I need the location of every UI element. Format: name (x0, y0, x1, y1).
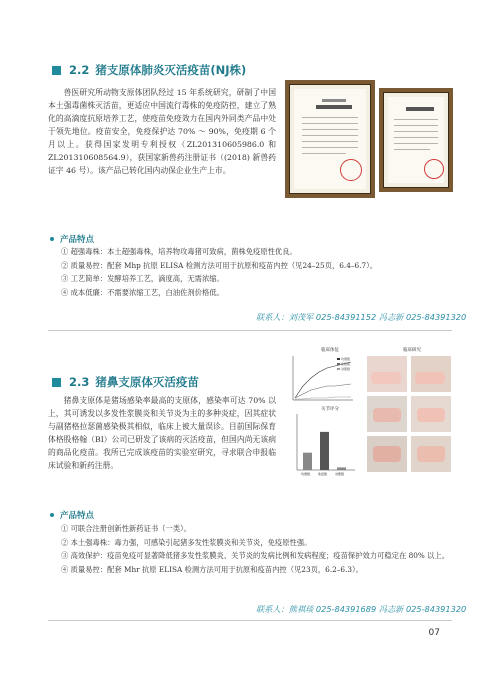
feature-item: ① 超强毒株：本土超强毒株，培养物攻毒猪可致病，菌株免疫原性优良。 (61, 247, 297, 256)
feature-item: ④ 质量易控：配套 Mhr 抗原 ELISA 检测方法可用于抗原和疫苗内控（见23页，6.2–6.3）。 (61, 564, 363, 574)
section-number: 2.3 (69, 375, 90, 389)
certificate-image-2 (379, 88, 453, 192)
chart2-title: 关节评分 (321, 407, 339, 412)
features-heading-2-3: 产品特点 (50, 509, 94, 521)
section-title-text: 猪支原体肺炎灭活疫苗(NJ株) (95, 63, 247, 77)
bar (303, 453, 312, 470)
contact-line-2-2: 联系人：刘茂军 025-84391152 冯志新 025-84391320 (256, 312, 467, 322)
section-divider (48, 330, 452, 331)
section-number: 2.2 (69, 63, 90, 77)
bullet-dot-icon (50, 513, 54, 517)
bar (320, 432, 329, 470)
bar-category-label: 免疫组 (318, 472, 328, 476)
section-paragraph-2-2: 兽医研究所动物支原体团队经过 15 年系统研究，研制了中国本土强毒菌株灭活苗，更适应中国流行毒株的免疫防控，建立了熟化的高滴度抗原培养工艺，使疫苗免疫效力在国内外同类产品中处于领先地位。疫苗安全，免疫保护达 70% ～ 90%，免疫期 6 个月以上。获得国家发明专利授权（ZL201310605986.0 和 ZL201310608564.9），获国家新兽药注册证书（(2018) 新兽药证字 46 号）。该产品已转化国内动保企业生产上市。 (48, 88, 276, 175)
legend-item: 攻毒组 (341, 357, 351, 361)
bar-category-label: 攻毒组 (301, 472, 311, 476)
chart1-title: 临床体征 (321, 348, 339, 353)
section-paragraph-2-3: 猪鼻支原体是猪场感染率最高的支原体，感染率可达 70% 以上，其可诱发以多发性浆膜炎和关节炎为主的多种炎症，因其症状与副猪格拉瑟菌感染极其相似，临床上被大量误诊。目前国际保育体格股格翰（BI）公司已研发了该病的灭活疫苗，但国内尚无该病的商品化疫苗。我所已完成该疫苗的实验室研究，寻求联合申报临床试验和新药注册。 (48, 396, 276, 470)
section-divider (48, 620, 452, 621)
feature-item: ③ 高效保护：疫苗免疫可显著降低猪多发性浆膜炎、关节炎的发病比例和发病程度；疫苗保护效力可稳定在 80% 以上。 (61, 551, 450, 560)
section-square-icon (52, 378, 61, 387)
section-square-icon (52, 66, 61, 75)
legend-item: 免疫组 (341, 362, 351, 366)
certificate-image-1 (285, 80, 375, 198)
contact-line-2-3: 联系人：熊祺琰 025-84391689 冯志新 025-84391320 (256, 604, 467, 614)
study-figure (283, 342, 455, 484)
section-title-2-2 (52, 62, 246, 78)
feature-item: ③ 工艺简单：发酵培养工艺，滴度高，无需浓缩。 (61, 274, 224, 283)
features-heading-2-2: 产品特点 (50, 233, 94, 245)
page-number: 07 (428, 628, 440, 638)
feature-item: ② 本土强毒株：毒力强，可感染引起猪多发性浆膜炎和关节炎，免疫原性强。 (61, 537, 312, 547)
feature-item: ② 质量易控：配套 Mhp 抗原 ELISA 检测方法可用于抗原和疫苗内控（见24–25页，6.4–6.7）。 (61, 260, 378, 270)
photo-title: 临床研究 (403, 348, 421, 353)
bar-category-label: 对照组 (335, 472, 345, 476)
bullet-dot-icon (50, 237, 54, 241)
legend-item: 对照组 (341, 367, 351, 371)
section-title-text: 猪鼻支原体灭活疫苗 (95, 375, 199, 389)
feature-item: ① 可联合注册创新性新药证书（一类）。 (61, 524, 192, 533)
features-list-2-2 (61, 245, 451, 299)
feature-item: ④ 成本低廉：不需要浓缩工艺，白油佐剂价格低。 (61, 287, 224, 297)
section-title-2-3 (52, 374, 199, 390)
features-list-2-3 (61, 522, 451, 576)
bar (337, 467, 346, 470)
